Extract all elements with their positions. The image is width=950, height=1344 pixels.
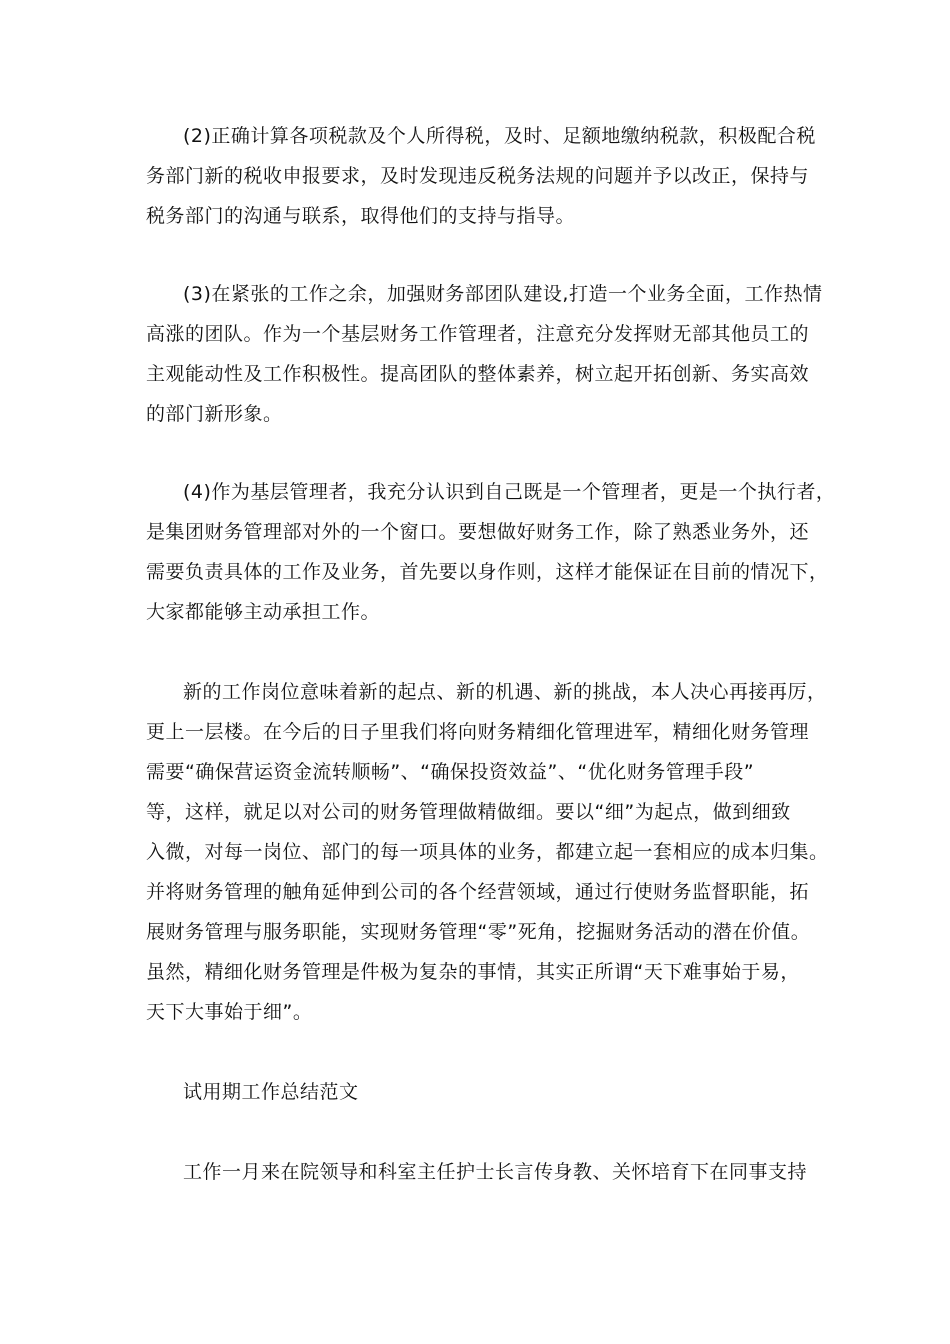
paragraph-3-line-3: 需要负责具体的工作及业务，首先要以身作则，这样才能保证在目前的情况下， — [146, 561, 829, 583]
paragraph-6-line-1: 工作一月来在院领导和科室主任护士长言传身教、关怀培育下在同事支持 — [183, 1161, 808, 1183]
paragraph-4-line-8: 虽然，精细化财务管理是件极为复杂的事情，其实正所谓“天下难事始于易， — [146, 961, 800, 983]
paragraph-2-line-3: 主观能动性及工作积极性。提高团队的整体素养，树立起开拓创新、务实高效 — [146, 363, 810, 385]
paragraph-4-line-6: 并将财务管理的触角延伸到公司的各个经营领域，通过行使财务监督职能，拓 — [146, 881, 810, 903]
paragraph-3-line-2: 是集团财务管理部对外的一个窗口。要想做好财务工作，除了熟悉业务外，还 — [146, 521, 810, 543]
paragraph-1-line-2: 务部门新的税收申报要求，及时发现违反税务法规的问题并予以改正，保持与 — [146, 165, 810, 187]
section-heading: 试用期工作总结范文 — [183, 1081, 359, 1103]
paragraph-4-line-2: 更上一层楼。在今后的日子里我们将向财务精细化管理进军，精细化财务管理 — [146, 721, 810, 743]
paragraph-1-line-3: 税务部门的沟通与联系，取得他们的支持与指导。 — [146, 205, 576, 227]
paragraph-1-line-1: (2)正确计算各项税款及个人所得税，及时、足额地缴纳税款，积极配合税 — [183, 125, 816, 147]
paragraph-4-line-7: 展财务管理与服务职能，实现财务管理“零”死角，挖掘财务活动的潜在价值。 — [146, 921, 811, 943]
paragraph-2-line-4: 的部门新形象。 — [146, 403, 283, 425]
paragraph-4-line-1: 新的工作岗位意味着新的起点、新的机遇、新的挑战，本人决心再接再厉， — [183, 681, 827, 703]
paragraph-3-line-4: 大家都能够主动承担工作。 — [146, 601, 381, 623]
paragraph-4-line-9: 天下大事始于细”。 — [146, 1001, 313, 1023]
paragraph-2-line-1: (3)在紧张的工作之余，加强财务部团队建设,打造一个业务全面，工作热情 — [183, 283, 823, 305]
paragraph-3-line-1: (4)作为基层管理者，我充分认识到自己既是一个管理者，更是一个执行者， — [183, 481, 836, 503]
paragraph-2-line-2: 高涨的团队。作为一个基层财务工作管理者，注意充分发挥财无部其他员工的 — [146, 323, 810, 345]
paragraph-4-line-3: 需要“确保营运资金流转顺畅”、“确保投资效益”、“优化财务管理手段” — [146, 761, 755, 783]
paragraph-4-line-5: 入微，对每一岗位、部门的每一项具体的业务，都建立起一套相应的成本归集。 — [146, 841, 829, 863]
paragraph-4-line-4: 等，这样，就足以对公司的财务管理做精做细。要以“细”为起点，做到细致 — [146, 801, 791, 823]
